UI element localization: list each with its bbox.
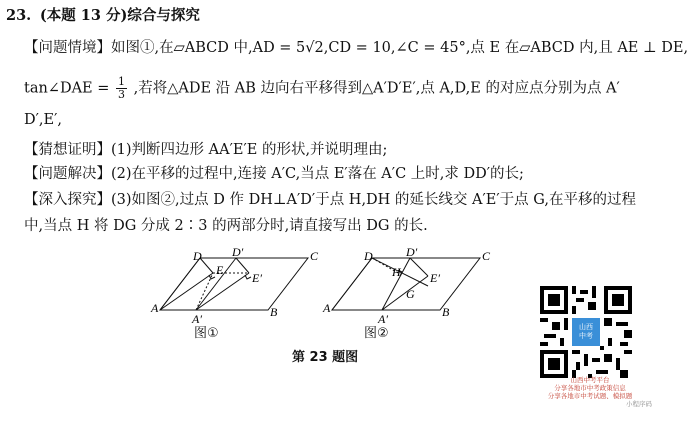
qr-note-line1: 山西中考平台 [570,376,610,384]
fig1-label-E: E [216,263,224,277]
fig2-apep [382,276,428,310]
problem-line-7: 中,当点 H 将 DG 分成 2∶3 的两部分时,请直接写出 DG 的长. [24,218,428,234]
fig2-ad [332,258,372,310]
fig1-dpep [236,258,249,273]
fig1-label-Dp: D′ [232,246,244,259]
qr-note-line2: 分享各地市中考政策信息 [554,384,626,392]
fig2-label-D: D [364,249,373,263]
fraction-denominator: 3 [118,88,126,101]
qr-center-badge [572,318,600,346]
fig2-label-G: G [406,287,415,301]
fig1-label-Ep: E′ [252,271,262,285]
fig2-label-H: H [392,265,401,279]
fig1-label-D: D [193,249,202,263]
problem-number: 23. [6,7,32,24]
problem-line-3: D′,E′, [24,112,63,128]
qr-note-line4: 小程序码 [626,400,652,408]
fig2-label-Dp: D′ [406,246,418,259]
fig2-label-Ap: A′ [378,312,388,326]
fig2-label-A: A [323,301,331,315]
problem-line-header [6,6,200,26]
fig2-dpep [410,258,428,276]
line2-suffix: ,若将△ADE 沿 AB 边向右平移得到△A′D′E′,点 A,D,E 的对应点分别为点 A′ [133,80,620,97]
fig1-label-A: A [151,301,159,315]
figure-1-diagram [150,246,330,326]
qr-note [520,376,660,408]
fig1-de [200,258,213,273]
figures-main-caption: 第 23 题图 [292,350,359,365]
fig1-label-B: B [270,305,278,319]
figure-2-caption: 图② [364,326,389,341]
problem-line-5: 【问题解决】(2)在平移的过程中,连接 A′C,当点 E′落在 A′C 上时,求 DD′的长; [24,166,524,182]
fig2-label-Ep: E′ [430,271,440,285]
figure-1-caption: 图① [194,326,219,341]
fraction-numerator: 1 [118,75,126,88]
fig1-label-Ap: A′ [192,312,202,326]
fig2-label-B: B [442,305,450,319]
qr-center-text-2: 中考 [579,332,593,340]
fraction-one-third [116,76,127,101]
qr-code [540,286,632,378]
problem-line-4: 【猜想证明】(1)判断四边形 AA′E′E 的形状,并说明理由; [24,142,388,158]
qr-center-text-1: 山西 [579,323,593,331]
qr-note-line3: 分享各地市中考试题、模拟题 [547,392,633,400]
problem-line-2 [24,76,620,101]
problem-line-6: 【深入探究】(3)如图②,过点 D 作 DH⊥A′D′于点 H,DH 的延长线交 A′E′于点 G,在平移的过程 [24,192,636,208]
tan-prefix: tan∠DAE = [24,80,110,97]
fig1-label-C: C [310,249,319,263]
figure-2-diagram [320,246,500,326]
problem-header: (本题 13 分)综合与探究 [39,7,200,24]
problem-line-1: 【问题情境】如图①,在▱ABCD 中,AD = 5√2,CD = 10,∠C = 45°,点 E 在▱ABCD 内,且 AE ⊥ DE, [24,40,689,56]
fig2-label-C: C [482,249,491,263]
fig1-ad [160,258,200,310]
